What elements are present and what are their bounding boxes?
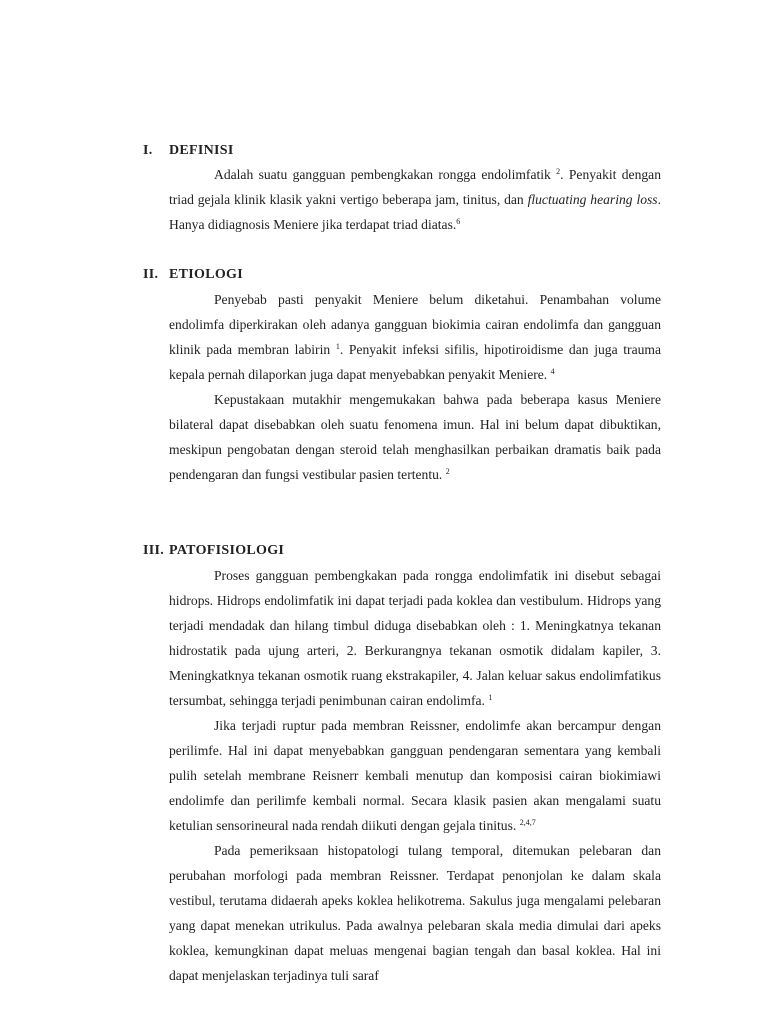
section-number: III. bbox=[143, 543, 165, 558]
section-body bbox=[169, 563, 661, 988]
paragraph bbox=[169, 713, 661, 838]
text-run: Kepustakaan mutakhir mengemukakan bahwa pada beberapa kasus Meniere bilateral dapat disebabkan oleh suatu fenomena imun. Hal ini belum dapat dibuktikan, meskipun pengobatan dengan steroid telah menghasilkan perbaikan dramatis baik pada pendengaran dan fungsi vestibular pasien tertentu. bbox=[169, 392, 661, 482]
section-heading bbox=[143, 265, 243, 285]
text-run: Adalah suatu gangguan pembengkakan rongga endolimfatik bbox=[214, 167, 557, 182]
text-run: Jika terjadi ruptur pada membran Reissner, endolimfe akan bercampur dengan perilimfe. Hal ini dapat menyebabkan gangguan pendengaran sementara yang kembali pulih setelah membrane Reisnerr kembali menutup dan komposisi cairan biokimiawi endolimfe dan perilimfe kembali normal. Secara klasik pasien akan mengalami suatu ketulian sensorineural nada rendah diikuti dengan gejala tinitus. bbox=[169, 718, 661, 833]
text-run: . Hanya didiagnosis Meniere jika terdapat triad diatas. bbox=[169, 192, 661, 232]
paragraph bbox=[169, 838, 661, 988]
section-title: DEFINISI bbox=[169, 143, 234, 158]
text-run: Proses gangguan pembengkakan pada rongga endolimfatik ini disebut sebagai hidrops. Hidrops endolimfatik ini dapat terjadi pada koklea dan vestibulum. Hidrops yang terjadi mendadak dan hilang timbul diduga disebabkan oleh : 1. Meningkatnya tekanan hidrostatik pada ujung arteri, 2. Berkurangnya tekanan osmotik didalam kapiler, 3. Meningkatknya tekanan osmotik ruang ekstrakapiler, 4. Jalan keluar sakus endolimfatikus tersumbat, sehingga terjadi penimbunan cairan endolimfa. bbox=[169, 568, 661, 708]
text-run: . Penyakit infeksi sifilis, hipotiroidisme dan juga trauma kepala pernah dilaporkan juga dapat menyebabkan penyakit Meniere. bbox=[169, 342, 662, 382]
citation-ref: 2 bbox=[445, 467, 450, 476]
citation-ref: 1 bbox=[335, 342, 340, 351]
section-title: PATOFISIOLOGI bbox=[169, 543, 285, 558]
text-run: . Penyakit dengan triad gejala klinik klasik yakni vertigo beberapa jam, tinitus, dan bbox=[169, 167, 661, 207]
section-title: ETIOLOGI bbox=[169, 267, 243, 282]
paragraph bbox=[169, 287, 661, 387]
section-number: II. bbox=[143, 267, 159, 282]
section-body bbox=[169, 287, 661, 487]
section-heading bbox=[143, 541, 284, 561]
text-run: Pada pemeriksaan histopatologi tulang temporal, ditemukan pelebaran dan perubahan morfologi pada membran Reissner. Terdapat penonjolan ke dalam skala vestibul, terutama didaerah apeks koklea helikotrema. Sakulus juga mengalami pelebaran yang dapat menekan utrikulus. Pada awalnya pelebaran skala media dimulai dari apeks koklea, kemungkinan dapat meluas mengenai bagian tengah dan basal koklea. Hal ini dapat menjelaskan terjadinya tuli saraf bbox=[169, 843, 661, 983]
paragraph bbox=[169, 563, 661, 713]
italic-term: fluctuating hearing loss bbox=[527, 192, 658, 207]
text-run: Penyebab pasti penyakit Meniere belum diketahui. Penambahan volume endolimfa diperkirakan oleh adanya gangguan biokimia cairan endolimfa dan gangguan klinik pada membran labirin bbox=[169, 292, 661, 357]
section-body bbox=[169, 162, 661, 237]
paragraph bbox=[169, 162, 661, 237]
citation-ref: 2,4,7 bbox=[519, 818, 536, 827]
citation-ref: 4 bbox=[550, 367, 555, 376]
citation-ref: 2 bbox=[556, 167, 561, 176]
citation-ref: 1 bbox=[488, 693, 493, 702]
section-heading bbox=[143, 141, 234, 161]
citation-ref: 6 bbox=[456, 217, 461, 226]
paragraph bbox=[169, 387, 661, 487]
section-number: I. bbox=[143, 143, 153, 158]
